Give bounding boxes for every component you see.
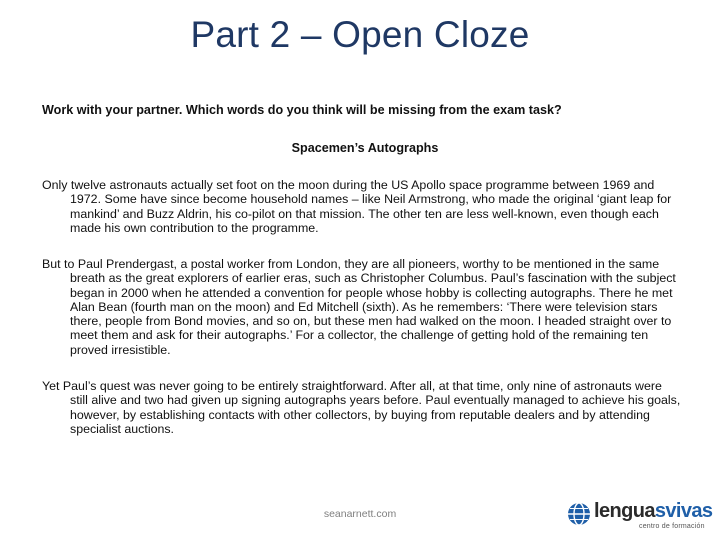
article-paragraph-3: Yet Paul’s quest was never going to be entirely straightforward. After all, at that time, only nine of astronauts were still alive and two had given up signing autographs years before. Paul eventually managed to achieve his goals, however, by establishing contacts with other collectors, by buying from reputable dealers and by attending specialist auctions. [42, 379, 681, 436]
article-title: Spacemen’s Autographs [291, 141, 439, 155]
lenguasvivas-logo [567, 499, 713, 533]
logo-subtitle: centro de formación [639, 523, 705, 530]
footer-source: seanarnett.com [323, 508, 397, 520]
globe-icon [567, 502, 591, 526]
article-paragraph-1: Only twelve astronauts actually set foot on the moon during the US Apollo space programme between 1969 and 1972. Some have since become household names – like Neil Armstrong, who made the original ‘giant leap for mankind’ and Buzz Aldrin, his co-pilot on that mission. The other ten are less well-known, even though each made his own contribution to the programme. [42, 178, 672, 235]
logo-wordmark [594, 500, 712, 523]
article-paragraph-2: But to Paul Prendergast, a postal worker from London, they are all pioneers, worthy to be mentioned in the same breath as the great explorers of earlier eras, such as Christopher Columbus. Paul’s fascination with the subject began in 2000 when he attended a convention for people whose hobby is collecting autographs. There he met Alan Bean (fourth man on the moon) and Ed Mitchell (sixth). As he remembers: ‘There were television stars there, people from Bond movies, and so on, but these men had walked on the moon. I headed straight over to meet them and ask for their autographs.’ For a collector, the challenge of getting hold of the remaining ten proved irresistible. [42, 257, 676, 357]
logo-wordmark-main: lengua [594, 500, 655, 522]
logo-wordmark-accent: svivas [654, 500, 713, 522]
slide-title: Part 2 – Open Cloze [190, 14, 530, 55]
instruction-text: Work with your partner. Which words do you think will be missing from the exam task? [42, 103, 562, 117]
